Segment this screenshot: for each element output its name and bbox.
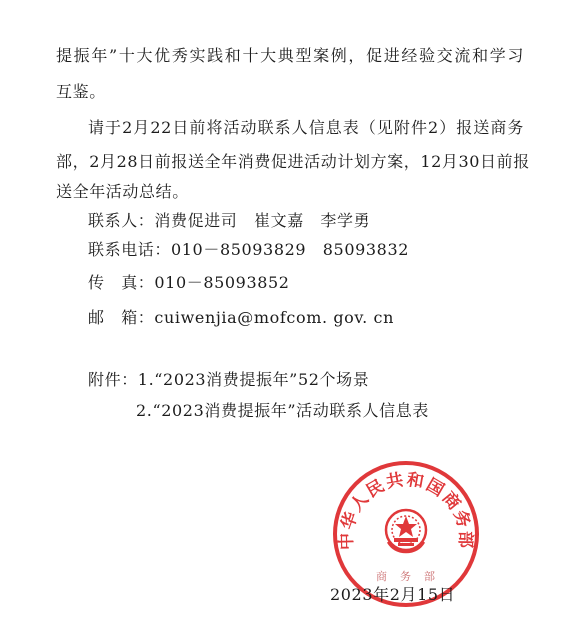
contact-fax: 传 真：010－85093852: [88, 273, 290, 292]
attachment-item-2: 2.“2023消费提振年”活动联系人信息表: [136, 401, 429, 420]
contact-person: 联系人：消费促进司 崔文嘉 李学勇: [88, 211, 371, 230]
contact-phone: 联系电话：010－85093829 85093832: [88, 240, 410, 259]
signing-date: 2023年2月15日: [330, 585, 456, 604]
paragraph2-line2: 部，2月28日前报送全年消费促进活动计划方案，12月30日前报: [56, 152, 530, 171]
seal-org-name: 中华人民共和国商务部: [336, 469, 476, 551]
paragraph2-line1: 请于2月22日前将活动联系人信息表（见附件2）报送商务: [88, 118, 524, 137]
paragraph1-line1: 提振年”十大优秀实践和十大典型案例，促进经验交流和学习: [56, 46, 524, 65]
paragraph2-line3: 送全年活动总结。: [56, 182, 189, 201]
attachment-item-1: 附件：1.“2023消费提振年”52个场景: [88, 370, 370, 389]
seal-inner-text: 商 务 部: [376, 570, 436, 583]
national-emblem-icon: [386, 510, 426, 552]
contact-email: 邮 箱：cuiwenjia@mofcom. gov. cn: [88, 308, 394, 327]
paragraph1-line2: 互鉴。: [56, 82, 106, 101]
